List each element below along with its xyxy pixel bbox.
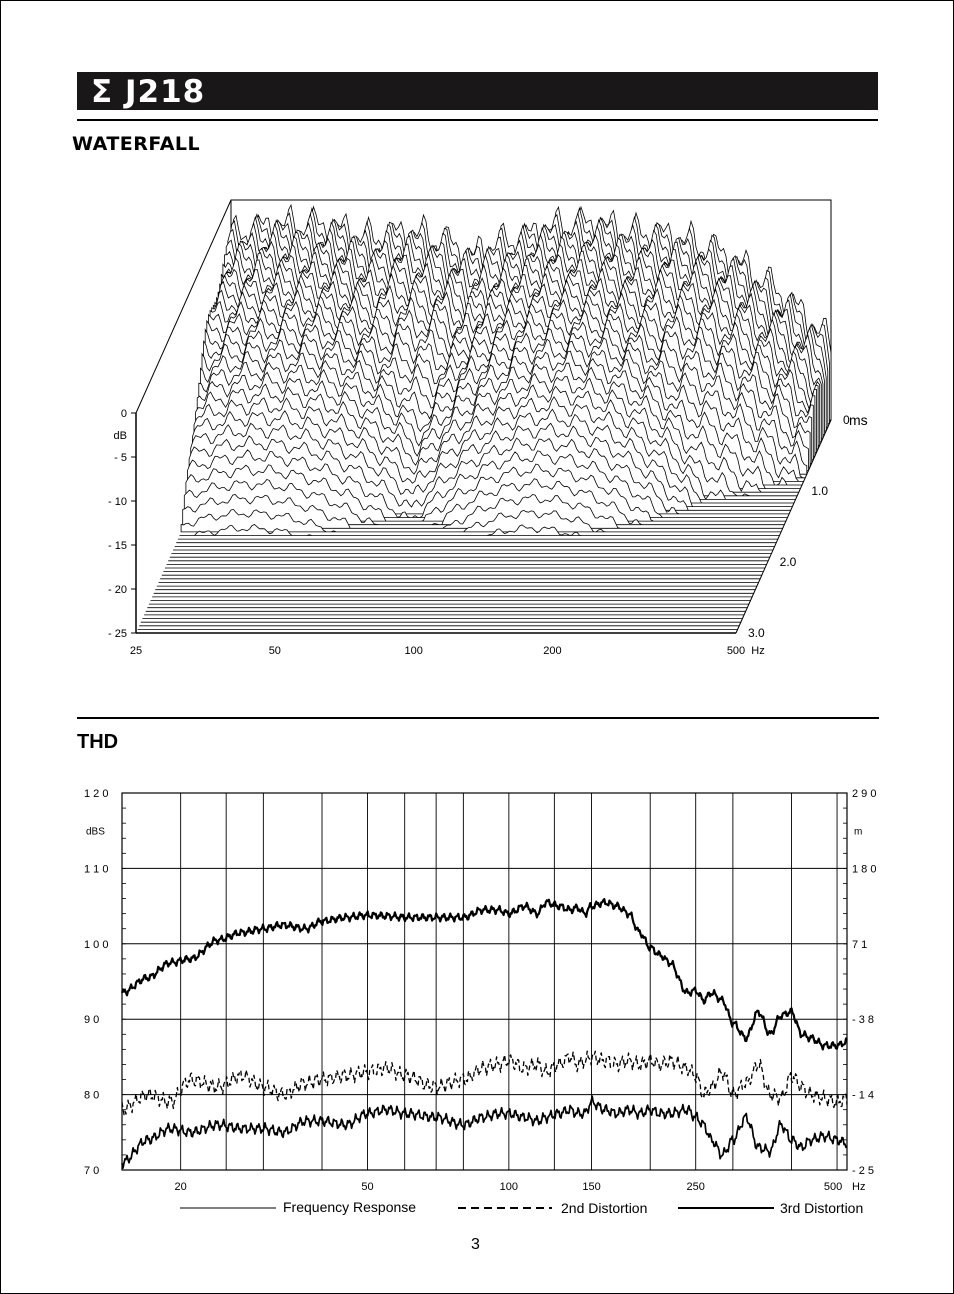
thd-y-right-tick-label: - 3 8 [852, 1014, 875, 1027]
waterfall-x-tick-label: 500 [726, 645, 746, 657]
thd-y-right-unit-label: m [854, 826, 863, 838]
waterfall-x-tick-label: 200 [543, 645, 562, 657]
legend-frequency-response: Frequency Response [283, 1199, 417, 1215]
thd-chart [0, 770, 954, 1230]
thd-y-right-tick-label: - 2 5 [852, 1165, 875, 1177]
thd-y-left-tick-label: 7 0 [84, 1165, 100, 1177]
thd-y-right-tick-label: - 1 4 [852, 1089, 875, 1102]
thd-x-tick-label: 150 [582, 1181, 601, 1193]
waterfall-x-tick-label: 50 [268, 645, 281, 657]
waterfall-x-tick-label: 100 [404, 645, 423, 657]
waterfall-z-tick-label: 3.0 [748, 626, 765, 640]
thd-x-tick-label: 500 [823, 1181, 843, 1193]
section-divider [77, 717, 879, 719]
thd-x-tick-label: 20 [174, 1181, 187, 1193]
waterfall-y-tick-label: - 20 [108, 584, 127, 596]
thd-y-left-tick-label: 8 0 [84, 1089, 100, 1102]
waterfall-y-tick-label: - 5 [114, 452, 127, 464]
thd-y-right-tick-label: 1 8 0 [852, 863, 877, 876]
thd-section-title: THD [77, 731, 119, 753]
page-number: 3 [471, 1236, 480, 1253]
thd-y-left-unit-label: dBS [86, 826, 105, 838]
waterfall-y-tick-label: 0 [120, 408, 127, 420]
product-title: Σ J218 [91, 74, 206, 110]
waterfall-x-tick-label: 25 [129, 645, 143, 657]
thd-series-2nd-distortion [122, 1051, 847, 1115]
thd-x-unit-label: Hz [852, 1181, 866, 1193]
legend-third-distortion: 3rd Distortion [780, 1200, 864, 1216]
thd-y-left-tick-label: 1 1 0 [84, 863, 109, 876]
legend-line-frequency-response [180, 1205, 276, 1211]
legend-second-distortion: 2nd Distortion [561, 1200, 648, 1216]
thd-x-tick-label: 250 [686, 1181, 705, 1193]
waterfall-y-tick-label: - 15 [108, 540, 127, 552]
thd-y-left-tick-label: 9 0 [84, 1014, 100, 1027]
thd-x-tick-label: 100 [499, 1181, 519, 1193]
waterfall-y-tick-label: - 10 [108, 496, 127, 508]
waterfall-y-unit-label: dB [113, 430, 127, 442]
thd-y-right-tick-label: 7 1 [852, 938, 868, 951]
waterfall-z-tick-label: 1.0 [811, 484, 829, 498]
thd-series-3rd-distortion [122, 1096, 847, 1168]
waterfall-z-tick-label: 2.0 [779, 555, 797, 569]
waterfall-z-tick-label: 0 [843, 413, 850, 427]
waterfall-y-tick-label: - 25 [108, 628, 127, 640]
thd-y-left-tick-label: 1 2 0 [84, 788, 109, 800]
thd-y-left-tick-label: 1 0 0 [84, 938, 109, 951]
legend-line-second-distortion [458, 1205, 552, 1211]
thd-plot-frame [122, 793, 847, 1170]
waterfall-z-unit-label: ms [849, 412, 868, 428]
legend-line-third-distortion [678, 1205, 774, 1211]
waterfall-section-title: WATERFALL [72, 133, 201, 155]
thd-y-right-tick-label: 2 9 0 [852, 788, 877, 800]
thd-x-tick-label: 50 [361, 1181, 374, 1193]
thd-series-frequency-response [122, 899, 847, 1049]
waterfall-x-unit-label: Hz [751, 645, 765, 657]
